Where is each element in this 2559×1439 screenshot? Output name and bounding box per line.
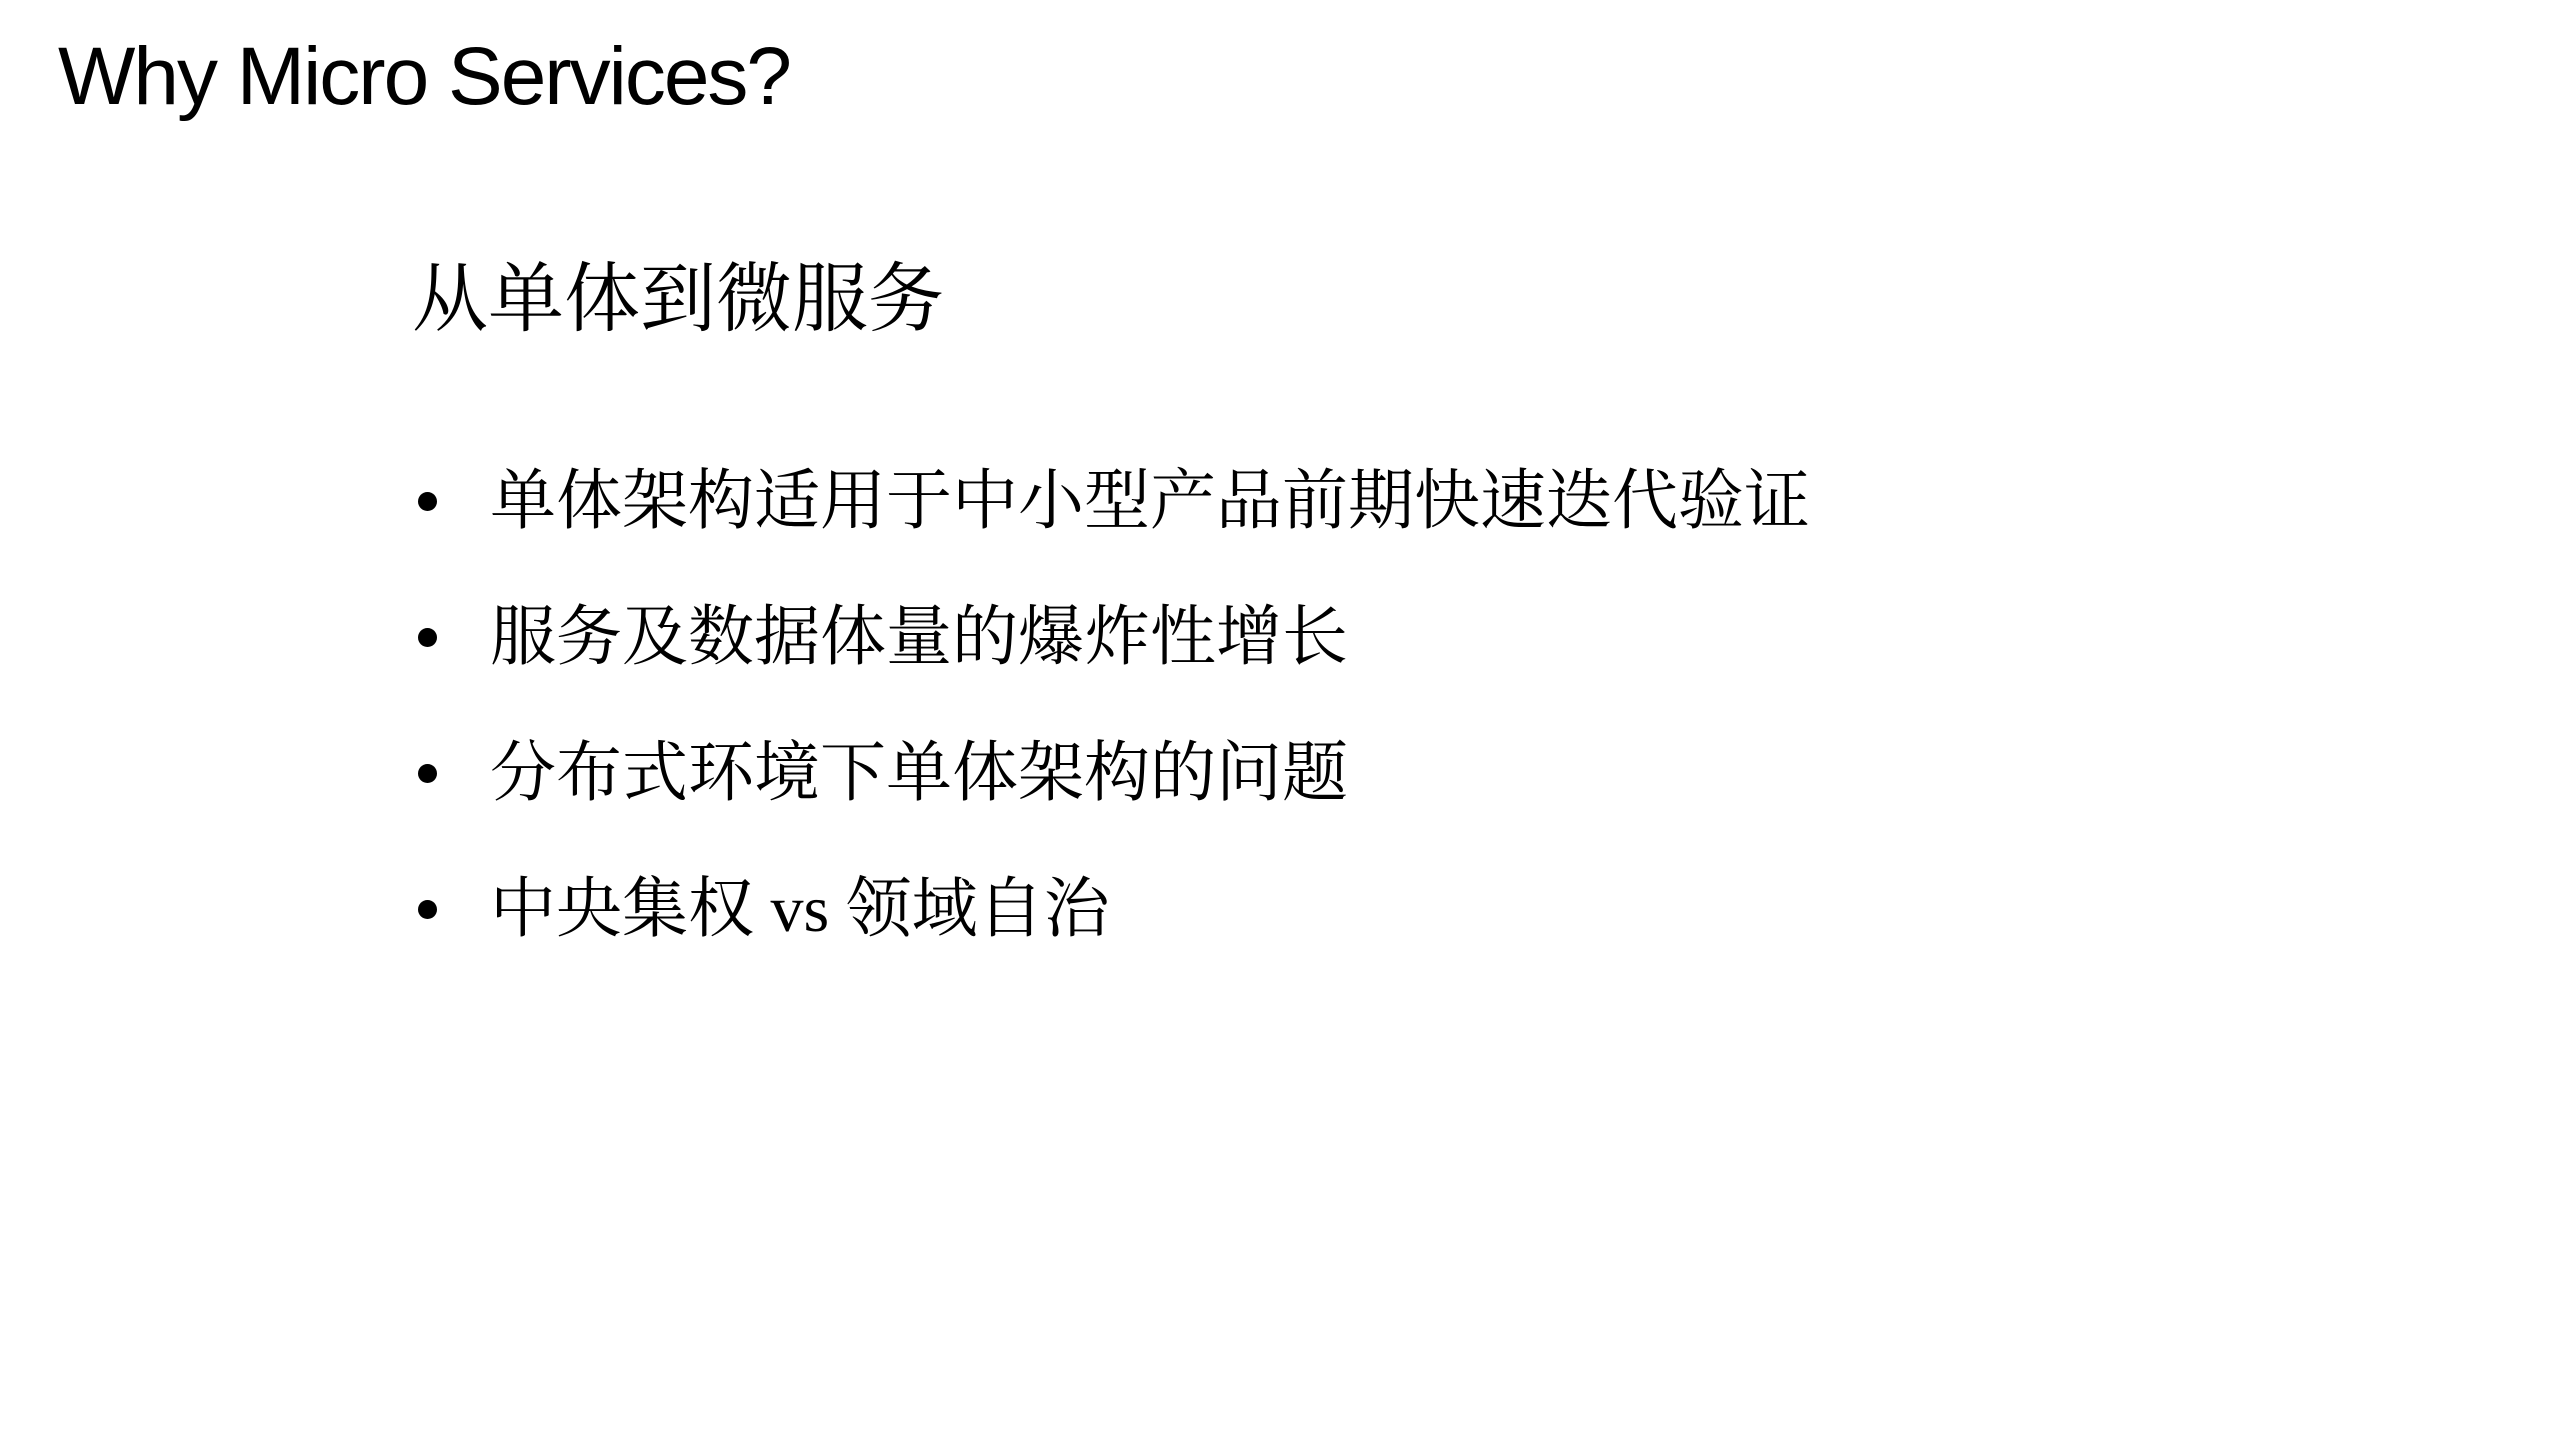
bullet-item <box>418 870 1810 949</box>
bullet-item <box>418 462 1810 541</box>
bullet-item <box>418 598 1810 677</box>
bullet-item <box>418 734 1810 813</box>
bullet-dot-icon <box>418 628 437 647</box>
slide-title: Why Micro Services? <box>58 31 791 122</box>
bullet-text: 单体架构适用于中小型产品前期快速迭代验证 <box>490 465 1810 538</box>
bullet-text: 中央集权 vs 领域自治 <box>490 873 1110 946</box>
bullet-list <box>418 462 1810 1006</box>
bullet-dot-icon <box>418 492 437 511</box>
bullet-text: 分布式环境下单体架构的问题 <box>490 737 1348 810</box>
bullet-dot-icon <box>418 764 437 783</box>
bullet-dot-icon <box>418 900 437 919</box>
bullet-text: 服务及数据体量的爆炸性增长 <box>490 601 1348 674</box>
content-heading: 从单体到微服务 <box>412 258 944 342</box>
